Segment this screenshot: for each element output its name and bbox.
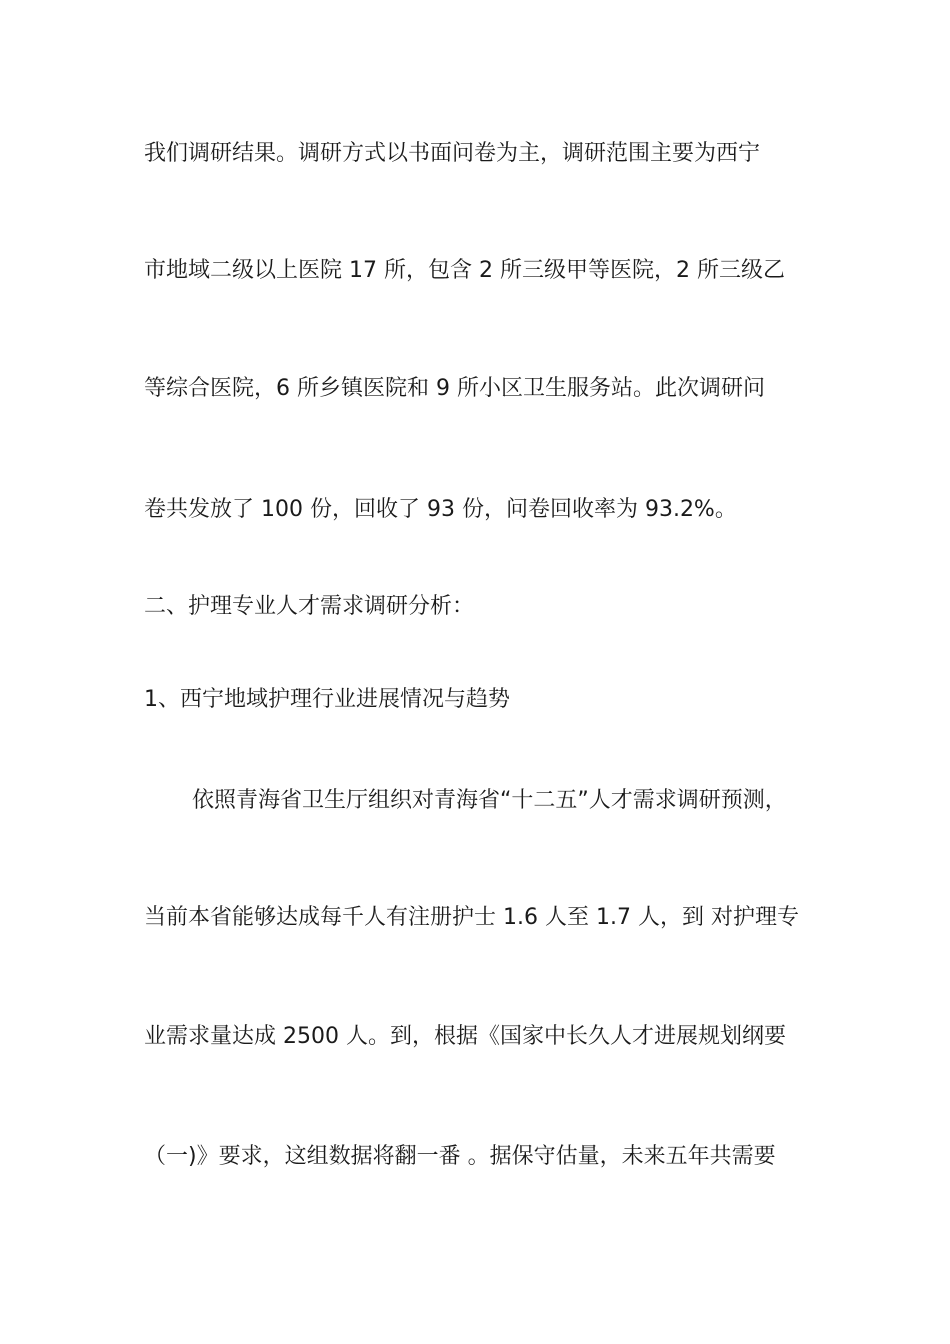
body-text-line: 业需求量达成 2500 人。到，根据《国家中长久人才进展规划纲要 xyxy=(144,1024,786,1049)
body-text-line: 当前本省能够达成每千人有注册护士 1.6 人至 1.7 人，到 对护理专 xyxy=(144,905,799,930)
body-text-line: 等综合医院，6 所乡镇医院和 9 所小区卫生服务站。此次调研问 xyxy=(144,376,765,401)
body-text-line: 卷共发放了 100 份，回收了 93 份，问卷回收率为 93.2%。 xyxy=(144,497,737,522)
subsection-heading: 1、西宁地域护理行业进展情况与趋势 xyxy=(144,687,510,712)
body-text-line: 我们调研结果。调研方式以书面问卷为主，调研范围主要为西宁 xyxy=(144,141,761,166)
paragraph-first-line: 依照青海省卫生厅组织对青海省“十二五”人才需求调研预测， xyxy=(192,788,787,813)
body-text-line: （一)》要求，这组数据将翻一番 。据保守估量，未来五年共需要 xyxy=(144,1144,776,1169)
body-text-line: 市地域二级以上医院 17 所，包含 2 所三级甲等医院，2 所三级乙 xyxy=(144,258,785,283)
section-heading: 二、护理专业人才需求调研分析： xyxy=(144,594,475,619)
